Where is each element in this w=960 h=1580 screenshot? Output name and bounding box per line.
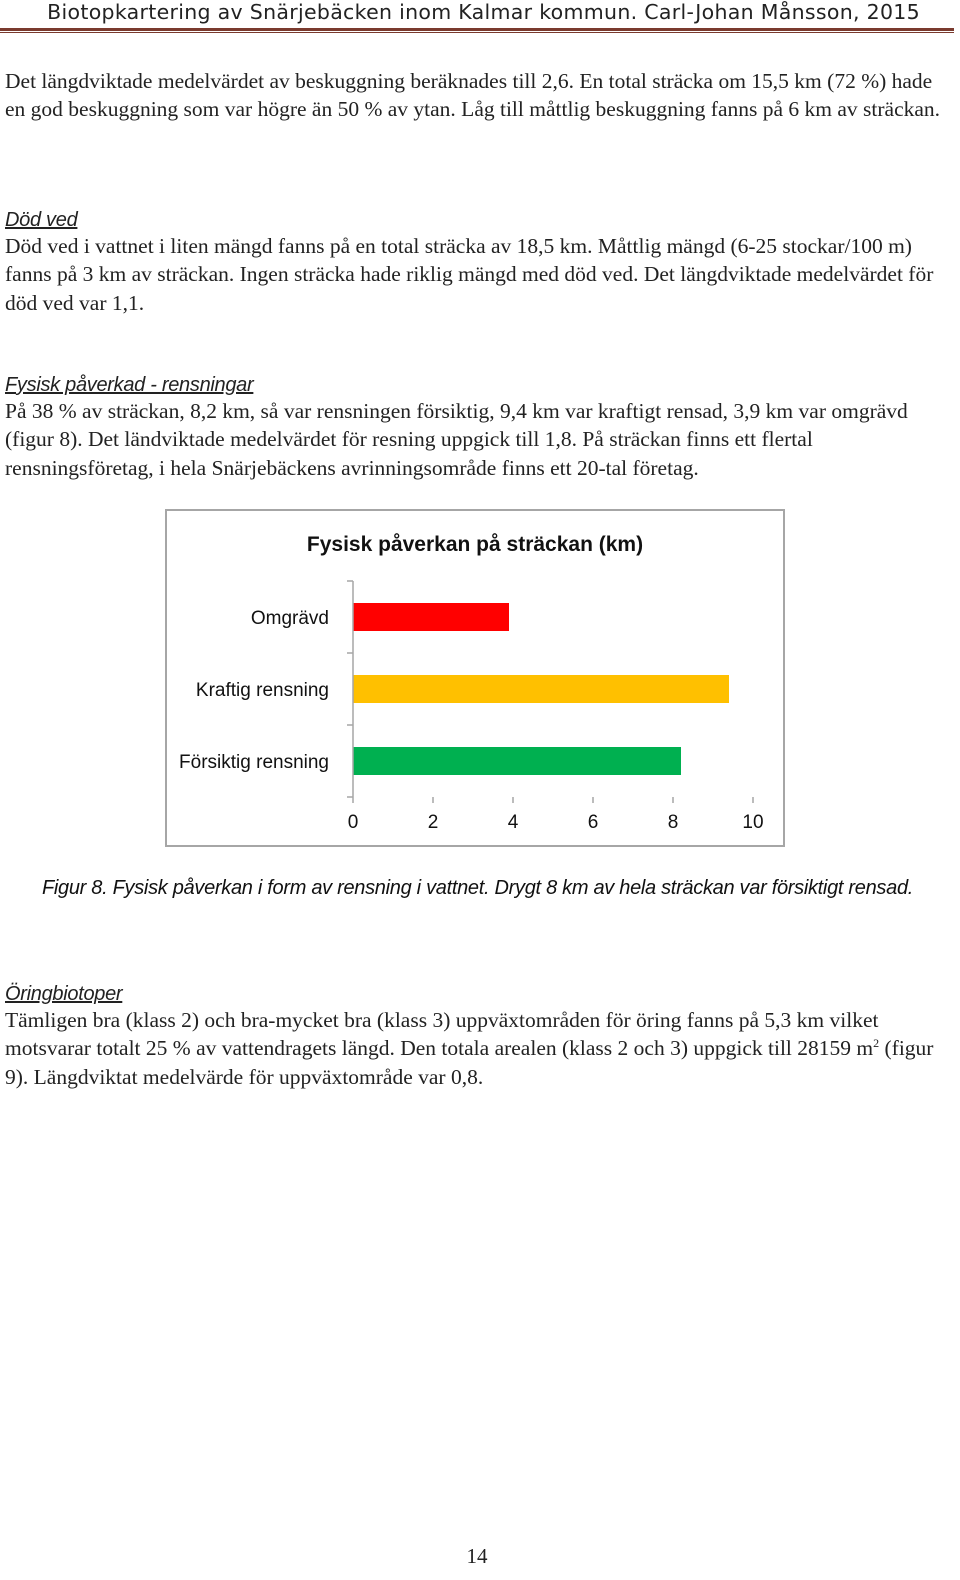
x-tick-label: 4 — [507, 812, 519, 833]
bar-omgrävd — [353, 603, 509, 631]
bars-group — [353, 603, 729, 775]
running-title: Biotopkartering av Snärjebäcken inom Kalmar kommun. Carl-Johan Månsson, 2015 — [47, 0, 920, 24]
oringbiotoper-text-b: (figur 9). Längdviktat medelvärde för uppväxtområde var 0,8. — [5, 1036, 934, 1089]
heading-fysisk-paverkad: Fysisk påverkad - rensningar — [5, 374, 254, 396]
x-tick-label: 0 — [347, 812, 359, 833]
x-tick-label: 6 — [587, 812, 599, 833]
header-rule-thin — [0, 32, 954, 33]
x-tick-label: 2 — [427, 812, 439, 833]
dod-ved-paragraph: Död ved i vattnet i liten mängd fanns på en total sträcka av 18,5 km. Måttlig mängd (6-25 stockar/100 m) fanns på 3 km av sträckan. Ingen sträcka hade riklig mängd med död ved. Det längdviktade medelvärdet för död ved var 1,1. — [5, 234, 934, 315]
bar-chart-svg — [167, 511, 783, 845]
x-tick-label: 8 — [667, 812, 679, 833]
fysisk-paverkad-paragraph: På 38 % av sträckan, 8,2 km, så var rensningen försiktig, 9,4 km var kraftigt rensad, 3,9 km var omgrävd (figur 8). Det ländviktade medelvärdet för resning uppgick till 1,8. På sträckan finns ett flertal rensningsföretag, i hela Snärjebäckens avrinningsområde finns ett 20-tal företag. — [5, 399, 908, 480]
category-label: Kraftig rensning — [195, 680, 329, 701]
page-number: 14 — [466, 1544, 488, 1568]
header-rule-thick — [0, 28, 954, 31]
superscript-2: 2 — [873, 1036, 880, 1051]
category-label: Omgrävd — [250, 608, 329, 629]
chart-title: Fysisk påverkan på sträckan (km) — [306, 533, 644, 556]
intro-paragraph: Det längdviktade medelvärdet av beskuggning beräknades till 2,6. En total sträcka om 15,5 km (72 %) hade en god beskuggning som var högre än 50 % av ytan. Låg till måttlig beskuggning fanns på 6 km av sträckan. — [5, 69, 941, 122]
bar-försiktig-rensning — [353, 747, 681, 775]
bar-kraftig-rensning — [353, 675, 729, 703]
heading-dod-ved: Död ved — [5, 209, 78, 231]
category-label: Försiktig rensning — [179, 752, 329, 773]
oringbiotoper-paragraph — [5, 1006, 950, 1091]
category-labels — [179, 608, 329, 773]
running-header — [0, 0, 954, 28]
figure-caption: Figur 8. Fysisk påverkan i form av rensning i vattnet. Drygt 8 km av hela sträckan var försiktigt rensad. — [41, 877, 914, 899]
heading-oringbiotoper: Öringbiotoper — [5, 983, 123, 1005]
x-tick-label: 10 — [742, 812, 764, 833]
oringbiotoper-text-a: Tämligen bra (klass 2) och bra-mycket bra (klass 3) uppväxtområden för öring fanns på 5,3 km vilket motsvarar totalt 25 % av vattendragets längd. Den totala arealen (klass 2 och 3) uppgick till 28159 m — [5, 1008, 879, 1061]
figure-8-chart — [165, 509, 785, 847]
x-tick-labels — [348, 812, 764, 833]
